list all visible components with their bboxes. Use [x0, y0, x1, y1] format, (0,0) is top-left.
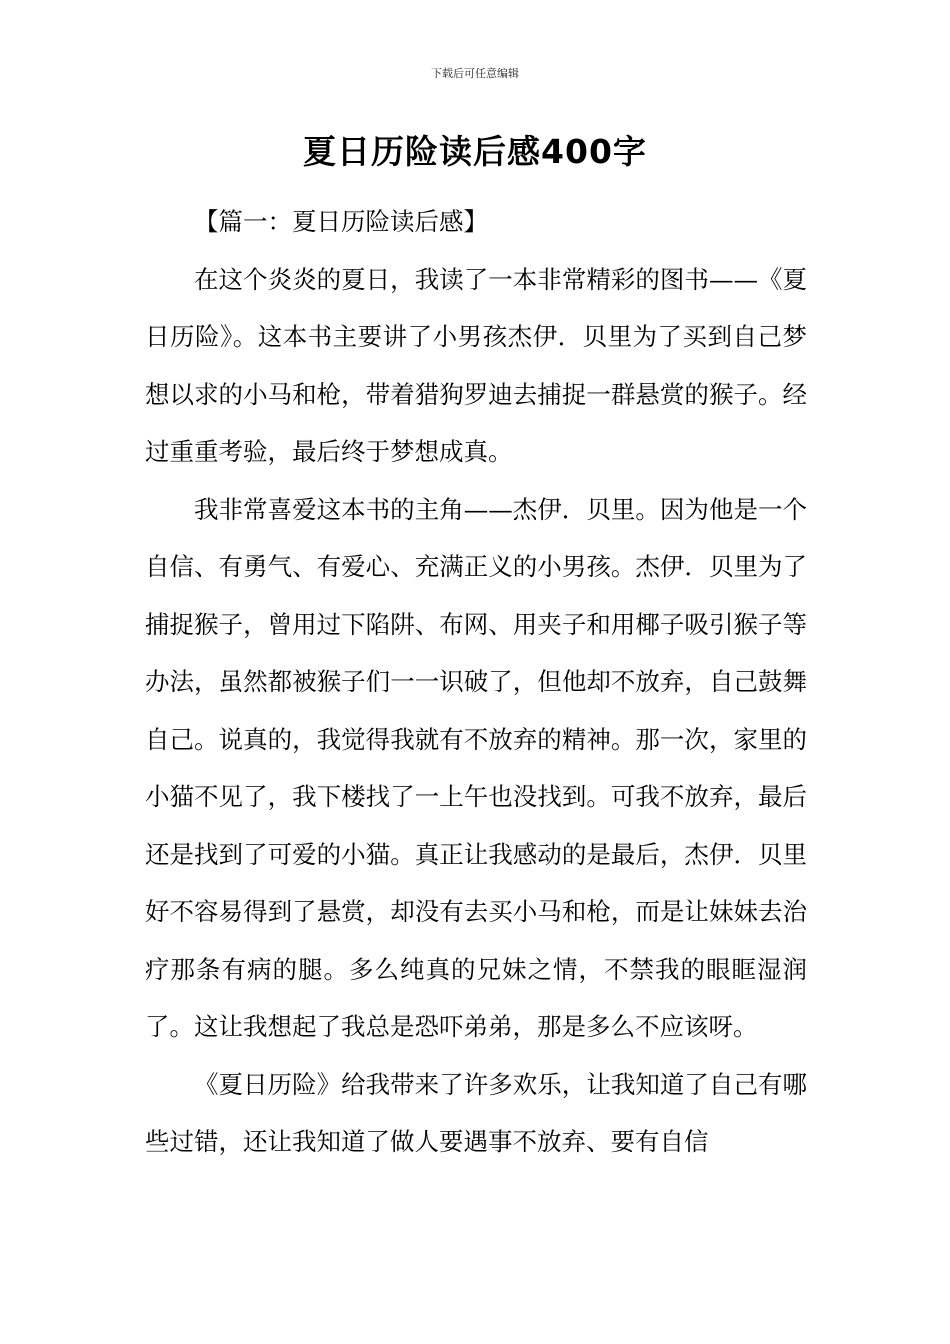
document-title: 夏日历险读后感400字 [303, 132, 647, 171]
document-body [145, 193, 807, 1171]
paragraph: 《夏日历险》给我带来了许多欢乐，让我知道了自己有哪些过错，还让我知道了做人要遇事不放弃、要有自信 [145, 1069, 807, 1156]
paragraph: 在这个炎炎的夏日，我读了一本非常精彩的图书——《夏日历险》。这本书主要讲了小男孩杰伊．贝里为了买到自己梦想以求的小马和枪，带着猎狗罗迪去捕捉一群悬赏的猴子。经过重重考验，最后终于梦想成真。 [145, 264, 807, 466]
header-note: 下载后可任意编辑 [431, 67, 519, 80]
paragraph: 我非常喜爱这本书的主角——杰伊．贝里。因为他是一个自信、有勇气、有爱心、充满正义的小男孩。杰伊．贝里为了捕捉猴子，曾用过下陷阱、布网、用夹子和用椰子吸引猴子等办法，虽然都被猴子们一一识破了，但他却不放弃，自己鼓舞自己。说真的，我觉得我就有不放弃的精神。那一次，家里的小猫不见了，我下楼找了一上午也没找到。可我不放弃，最后还是找到了可爱的小猫。真正让我感动的是最后，杰伊．贝里好不容易得到了悬赏，却没有去买小马和枪，而是让妹妹去治疗那条有病的腿。多么纯真的兄妹之情，不禁我的眼眶湿润了。这让我想起了我总是恐吓弟弟，那是多么不应该呀。 [145, 494, 807, 1041]
section-heading: 【篇一：夏日历险读后感】 [194, 207, 488, 236]
